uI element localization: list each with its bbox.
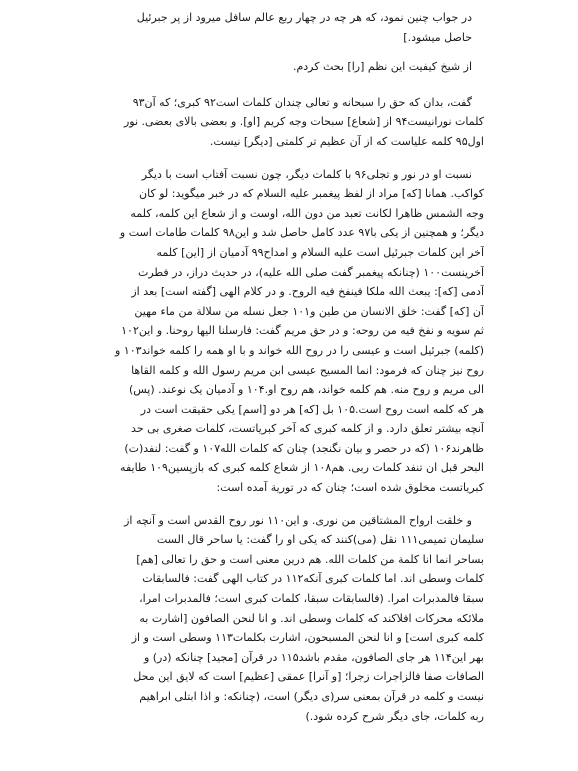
text-line: هر که کلمه است روح است.۱۰۵ بل [که] هر دو [اسم] یکی حقیقت است در (140, 402, 484, 416)
paragraph-gap (98, 47, 484, 57)
text-line: کلمات وسطی اند. اما کلمات کبری آنکه۱۱۲ در کتاب الهی گفت: فالسابقات (142, 572, 484, 586)
text-line: کلمات نورانیست۹۴ از [شعاع] سبحات وجه کریم [او]. و بعضی بالای بعضی. نور (123, 115, 484, 129)
text-line: و خلقت ارواح المشتاقین من نوری. و این۱۱۰ نور روح القدس است و آنچه از (124, 513, 472, 527)
paragraph-gap (98, 498, 484, 511)
paragraph-4 (98, 165, 484, 498)
paragraph-2 (98, 57, 484, 77)
text-line: نیست و کلمه در قرآن بمعنی سر(ی دیگر) است، (چنانکه: و اذا ابتلی ابراهیم (139, 690, 484, 703)
text-line: بهر این۱۱۴ هر جای الصافون، مقدم باشد۱۱۵ در قرآن [مجید] چنانکه (در) و (143, 650, 484, 664)
text-line: آنچه بیشتر تعلق دارد. و از کلمه کبری که آخر کبریاتست، کلمات صغری بی حد (131, 422, 484, 436)
text-line: از شیخ کیفیت این نظم [را] بحث کردم. (292, 60, 472, 74)
text-line: آخر این کلمات جبرئیل است علیه السلام و امداح۹۹ آدمیان از [این] کلمه (156, 245, 484, 259)
text-line: دیگر؛ و همچنین از یکی با۹۷ عدد کامل حاصل شد و این۹۸ کلمات طامات است و (119, 226, 484, 240)
paragraph-gap (98, 77, 484, 93)
text-line: در جواب چنین نمود، که هر چه در چهار ربع عالم سافل میرود از پر جبرئیل (136, 11, 472, 24)
text-line: ظاهرند۱۰۶ (که در حصر و بیان نگنجد) چنان که کلمات الله۱۰۷ و گفت: لنفد(ت) (124, 441, 484, 455)
text-line: آن [که] گفت: خلق الانسان من طین و۱۰۱ جعل نسله من سلالة من ماء مهین (134, 304, 484, 318)
text-line: کواکب. همانا [که] مراد از لفظ پیغمبر علیه السلام که در خبر میگوید: لو کان (139, 187, 484, 201)
paragraph-5 (98, 511, 484, 727)
text-line: گفت، بدان که حق را سبحانه و تعالی چندان کلمات است۹۲ کبری؛ که آن۹۳ (132, 95, 472, 109)
text-line: ربه کلمات، جای دیگر شرح کرده شود.) (305, 709, 484, 723)
text-line: آدمی [که]: یبعث الله ملکا فینفخ فیه الروح. و در کلام الهی [گفته است] بعد از (131, 285, 484, 299)
text-line: آخرینست۱۰۰ (چنانکه پیغمبر گفت صلی الله علیه)، در حدیث دراز، در فطرت (137, 265, 484, 279)
text-line: حاصل میشود.] (403, 30, 472, 44)
text-line: الصافات صفا فالزاجرات زجرا؛ [و آنرا] عمقی [عظیم] است که لایق این محل (133, 670, 484, 684)
text-line: الی مریم و روح منه. هم کلمه خواند، هم روح او.۱۰۴ و آدمیان یک نوعند. (پس) (128, 383, 484, 397)
text-line: ملائکه محرکات افلاکند که کلمات وسطی اند. و انا لنحن الصافون [اشارت به (139, 611, 484, 625)
text-line: سلیمان تمیمی۱۱۱ نقل (می)کنند که یکی او را گفت: یا ساحر قال الست (156, 533, 484, 547)
text-line: وجه الشمس ظاهرا لکانت تعبد من دون الله، اوست و از شعاع این کلمه، کلمه (130, 206, 484, 220)
text-line: (کلمه) جبرئیل است و عیسی را در روح الله خواند و با او همه را کلمه خواند۱۰۳ و (114, 343, 484, 357)
text-line: کبریاتست مخلوق شده است؛ چنان که در توریة آمده است: (216, 481, 484, 495)
text-line: البحر قبل ان تنفد کلمات ربی. هم۱۰۸ از شعاع کلمه کبری که بازپسین۱۰۹ طایفه (120, 461, 484, 475)
text-line: ثم سویه و نفخ فیه من روحه: و در حق مریم گفت: فارسلنا الیها روحنا. و این۱۰۲ (121, 324, 484, 338)
text-line: نسبت او در نور و تجلی۹۶ با کلمات دیگر، چون نسبت آفتاب است با دیگر (141, 167, 472, 181)
paragraph-1 (98, 8, 484, 47)
paragraph-gap (98, 152, 484, 165)
text-line: کلمه کبری است] و انا لنحن المسبحون، اشارت بکلمات۱۱۳ وسطی است و از (131, 631, 484, 645)
paragraph-3 (98, 93, 484, 152)
text-line: بساحر انما انا کلمة من کلمات الله. هم درین معنی است و حق را تعالی [هم] (136, 552, 484, 566)
text-line: روح نیز چنان که فرمود: انما المسیح عیسی ابن مریم رسول الله و کلمه القاها (131, 363, 484, 377)
text-line: سبقا فالمدبرات امرا. (فالسابقات سبقا، کلمات کبری است؛ فالمدبرات امرا، (139, 592, 484, 606)
text-line: اول۹۵ کلمه علیاست که از آن عظیم تر کلمتی [دیگر] نیست. (209, 134, 484, 148)
